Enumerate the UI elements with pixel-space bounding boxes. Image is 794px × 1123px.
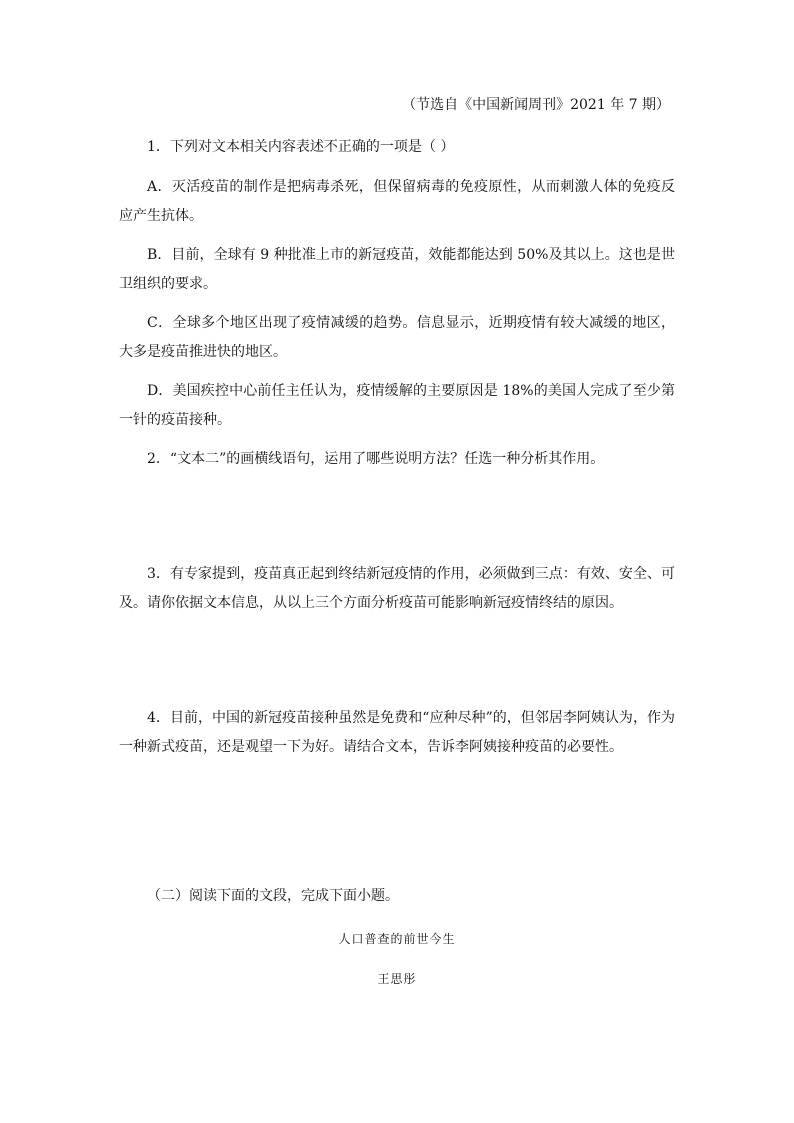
source-citation: （节选自《中国新闻周刊》2021 年 7 期） [402,97,670,113]
question-3: 3．有专家提到，疫苗真正起到终结新冠疫情的作用，必须做到三点：有效、安全、可及。请你依据文本信息，从以上三个方面分析疫苗可能影响新冠疫情终结的原因。 [119,566,675,611]
question-4: 4．目前，中国的新冠疫苗接种虽然是免费和“应种尽种”的，但邻居李阿姨认为，作为一种新式疫苗，还是观望一下为好。请结合文本，告诉李阿姨接种疫苗的必要性。 [119,710,675,755]
question-2: 2．“文本二”的画横线语句，运用了哪些说明方法？任选一种分析其作用。 [147,451,605,467]
question-1-option-a: A．灭活疫苗的制作是把病毒杀死，但保留病毒的免疫原性，从而刺激人体的免疫反应产生抗体。 [119,179,675,224]
question-1-option-b: B．目前，全球有 9 种批准上市的新冠疫苗，效能都能达到 50%及其以上。这也是世卫组织的要求。 [119,247,675,292]
question-1-option-d: D．美国疾控中心前任主任认为，疫情缓解的主要原因是 18%的美国人完成了至少第一针的疫苗接种。 [119,383,675,428]
section-2-instruction: （二）阅读下面的文段，完成下面小题。 [147,888,399,904]
article-title: 人口普查的前世今生 [338,932,456,946]
article-author: 王思彤 [377,972,417,986]
question-1: 1．下列对文本相关内容表述不正确的一项是（ ） [147,139,455,155]
question-1-option-c: C．全球多个地区出现了疫情减缓的趋势。信息显示，近期疫情有较大减缓的地区，大多是疫苗推进快的地区。 [119,315,675,360]
